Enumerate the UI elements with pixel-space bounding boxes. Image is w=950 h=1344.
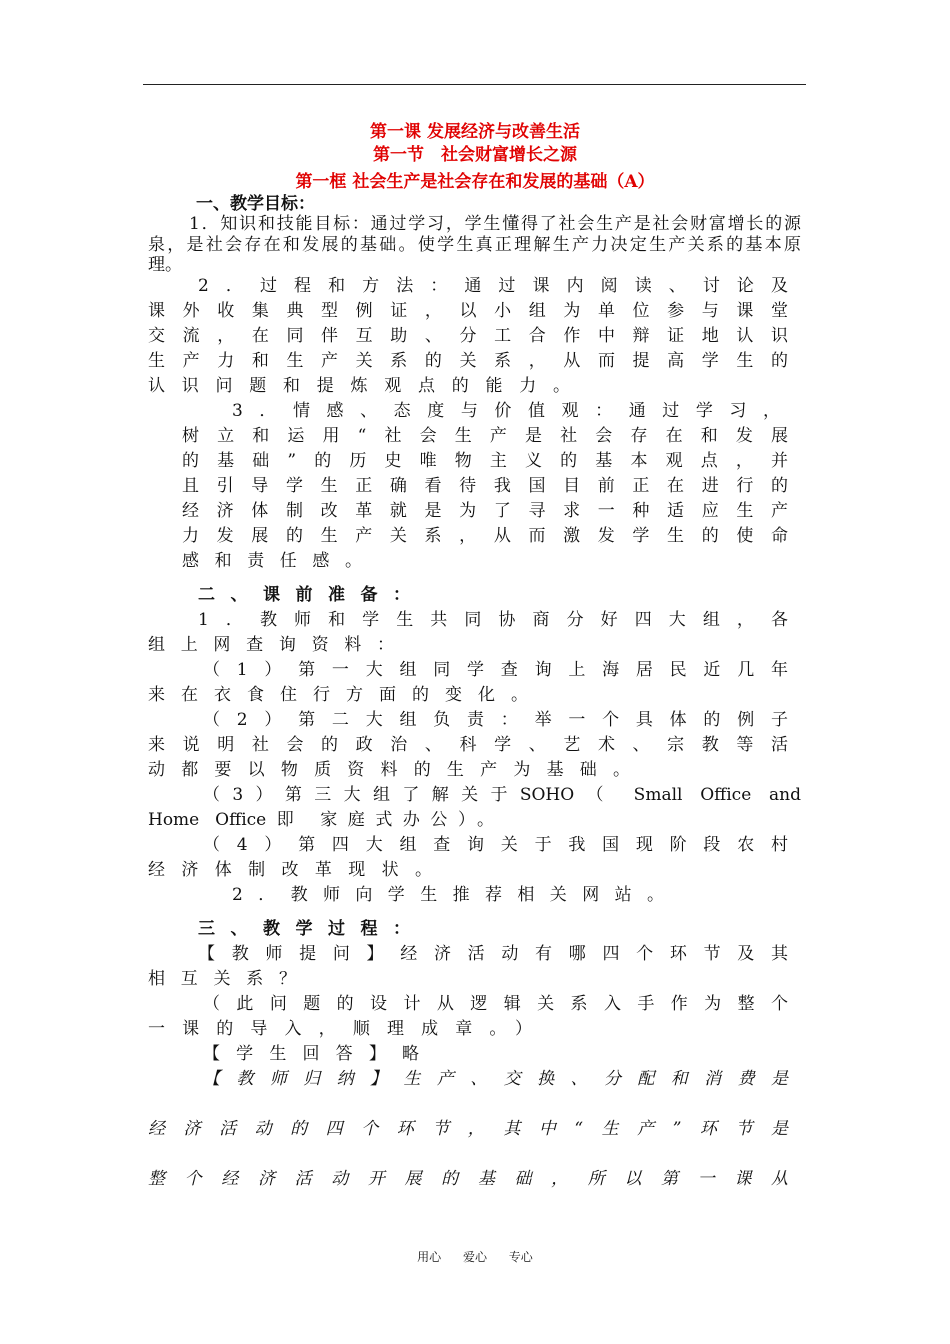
italic-line: 整个经济活动开展的基础，所以第一课从 xyxy=(148,1169,788,1189)
lesson-title: 第一课 发展经济与改善生活 xyxy=(370,122,580,142)
italic-line: 经济活动的四个环节，其中“生产”环节是 xyxy=(148,1119,788,1139)
header-rule xyxy=(143,84,806,85)
paragraph-line: 课外收集典型例证，以小组为单位参与课堂 xyxy=(148,301,788,321)
paragraph-line: 理。 xyxy=(148,255,182,275)
paragraph-line: 且引导学生正确看待我国目前正在进行的 xyxy=(182,476,788,496)
paragraph-line: 相互关系？ xyxy=(148,969,296,989)
frame-title: 第一框 社会生产是社会存在和发展的基础（A） xyxy=(295,172,655,192)
paragraph-line: 经济体制改革就是为了寻求一种适应生产 xyxy=(182,501,788,521)
paragraph-line: （3）第三大组了解关于SOHO（ Small Office and xyxy=(203,785,801,805)
paragraph-line: 交流，在同伴互助、分工合作中辩证地认识 xyxy=(148,326,788,346)
paragraph-line: 1．知识和技能目标：通过学习，学生懂得了社会生产是社会财富增长的源 xyxy=(189,214,801,234)
paragraph-line: 经济体制改革现状。 xyxy=(148,860,432,880)
paragraph-line: （1）第一大组同学查询上海居民近几年 xyxy=(203,660,788,680)
page-footer: 用心 爱心 专心 xyxy=(417,1250,533,1264)
section1-heading: 一、教学目标： xyxy=(196,194,315,214)
paragraph-line: 动都要以物质资料的生产为基础。 xyxy=(148,760,630,780)
paragraph-line: 泉，是社会存在和发展的基础。使学生真正理解生产力决定生产关系的基本原 xyxy=(148,235,801,255)
paragraph-line: 一课的导入，顺理成章。） xyxy=(148,1019,532,1039)
paragraph-line: 1．教师和学生共同协商分好四大组，各 xyxy=(198,610,788,630)
paragraph-line: 的基础”的历史唯物主义的基本观点，并 xyxy=(182,451,788,471)
paragraph-line: 力发展的生产关系，从而激发学生的使命 xyxy=(182,526,788,546)
paragraph-line: 树立和运用“社会生产是社会存在和发展 xyxy=(182,426,788,446)
paragraph-line: 来说明社会的政治、科学、艺术、宗教等活 xyxy=(148,735,788,755)
section-title: 第一节 社会财富增长之源 xyxy=(373,145,577,165)
paragraph-line: Home Office即 家庭式办公）。 xyxy=(148,810,494,830)
section3-heading: 三、教学过程： xyxy=(198,919,410,939)
paragraph-line: 生产力和生产关系的关系，从而提高学生的 xyxy=(148,351,788,371)
paragraph-line: 【学生回答】略 xyxy=(203,1044,419,1064)
section2-heading: 二、课前准备： xyxy=(198,585,410,605)
italic-line: 【教师归纳】生产、交换、分配和消费是 xyxy=(203,1069,788,1089)
paragraph-line: 组上网查询资料： xyxy=(148,635,394,655)
paragraph-line: 【教师提问】经济活动有哪四个环节及其 xyxy=(198,944,788,964)
paragraph-line: 3．情感、态度与价值观：通过学习， xyxy=(232,401,780,421)
paragraph-line: 2．教师向学生推荐相关网站。 xyxy=(232,885,664,905)
paragraph-line: （此问题的设计从逻辑关系入手作为整个 xyxy=(203,994,788,1014)
paragraph-line: 认识问题和提炼观点的能力。 xyxy=(148,376,570,396)
paragraph-line: 来在衣食住行方面的变化。 xyxy=(148,685,528,705)
paragraph-line: 感和责任感。 xyxy=(182,551,362,571)
paragraph-line: （2）第二大组负责：举一个具体的例子 xyxy=(203,710,788,730)
paragraph-line: 2．过程和方法：通过课内阅读、讨论及 xyxy=(198,276,788,296)
paragraph-line: （4）第四大组查询关于我国现阶段农村 xyxy=(203,835,788,855)
